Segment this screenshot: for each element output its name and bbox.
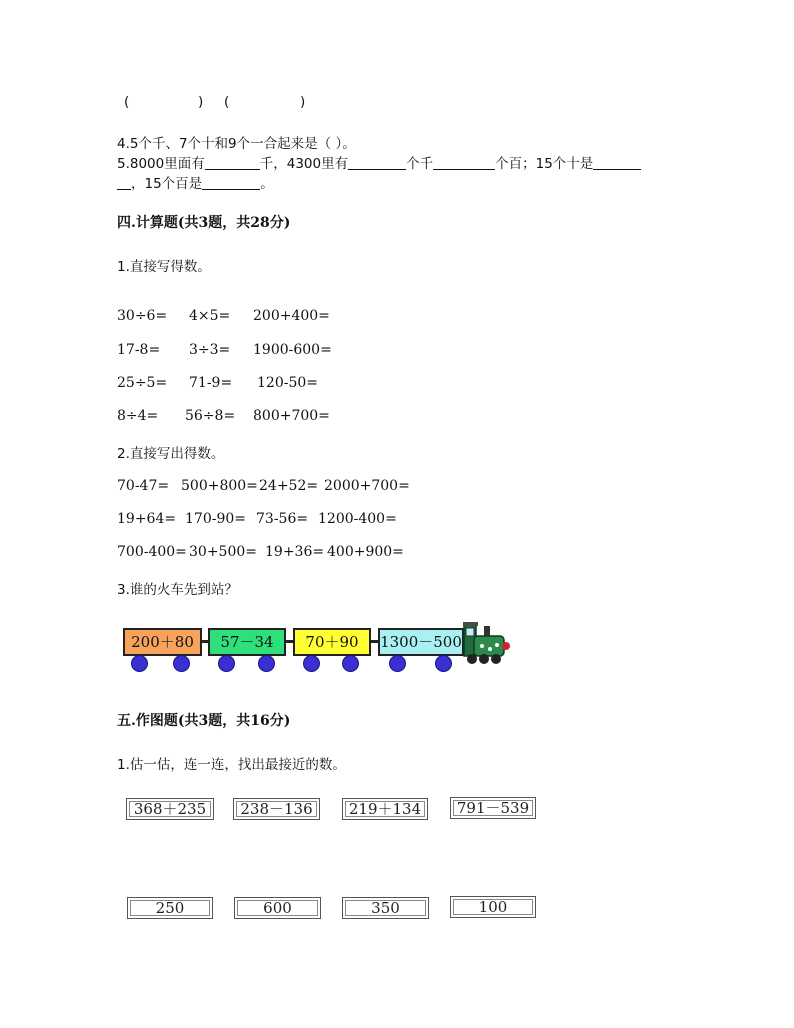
question-5-line-1 xyxy=(117,152,641,172)
answer-blank[interactable] xyxy=(117,175,131,190)
train-wheel xyxy=(303,655,320,672)
calc-item: 73-56= xyxy=(256,511,309,527)
number-box[interactable]: 100 xyxy=(450,896,536,918)
locomotive-icon xyxy=(462,618,510,666)
calc-item: 500+800= xyxy=(181,478,258,494)
train-wheel xyxy=(389,655,406,672)
answer-blank[interactable] xyxy=(593,155,641,170)
expression-box[interactable]: 791－539 xyxy=(450,797,536,819)
train-car-2: 57－34 xyxy=(208,628,286,656)
calc-item: 1200-400= xyxy=(318,511,397,527)
train-wheel xyxy=(131,655,148,672)
q5-text-6: 。 xyxy=(260,176,274,192)
calc-item: 700-400= xyxy=(117,544,187,560)
q5-text-1: 5.8000里面有 xyxy=(117,156,205,172)
s4-q1-title: 1.直接写得数。 xyxy=(117,259,211,275)
train-wheel xyxy=(258,655,275,672)
question-4: 4.5个千、7个十和9个一合起来是（ ）。 xyxy=(117,136,356,152)
section-5-heading: 五.作图题(共3题，共16分) xyxy=(117,713,291,729)
q5-text-3: 个千 xyxy=(406,156,434,172)
s5-q1-title: 1.估一估，连一连，找出最接近的数。 xyxy=(117,757,346,773)
train-car-3: 70＋90 xyxy=(293,628,371,656)
s4-q3-title: 3.谁的火车先到站？ xyxy=(117,582,238,598)
calc-item: 400+900= xyxy=(327,544,404,560)
number-box[interactable]: 250 xyxy=(127,897,213,919)
answer-paren-close-1: ) xyxy=(198,94,204,110)
answer-paren-open-2: ( xyxy=(224,94,230,110)
calc-item: 30÷6= xyxy=(117,308,168,324)
question-5-line-2 xyxy=(117,172,274,192)
calc-item: 170-90= xyxy=(185,511,246,527)
calc-item: 4×5= xyxy=(189,308,231,324)
answer-blank[interactable] xyxy=(205,155,260,170)
expression-box[interactable]: 219＋134 xyxy=(342,798,428,820)
calc-item: 3÷3= xyxy=(189,342,231,358)
calc-item: 120-50= xyxy=(257,375,318,391)
expression-box[interactable]: 368＋235 xyxy=(126,798,214,820)
q5-text-4: 个百；15个十是 xyxy=(495,156,594,172)
answer-blank[interactable] xyxy=(433,155,495,170)
calc-item: 30+500= xyxy=(189,544,257,560)
number-box[interactable]: 600 xyxy=(234,897,321,919)
calc-item: 56÷8= xyxy=(185,408,236,424)
calc-item: 71-9= xyxy=(189,375,233,391)
q5-text-2: 千，4300里有 xyxy=(259,156,349,172)
calc-item: 25÷5= xyxy=(117,375,168,391)
calc-item: 8÷4= xyxy=(117,408,159,424)
answer-blank[interactable] xyxy=(348,155,406,170)
calc-item: 2000+700= xyxy=(324,478,410,494)
calc-item: 800+700= xyxy=(253,408,330,424)
train-wheel xyxy=(342,655,359,672)
calc-item: 19+36= xyxy=(265,544,325,560)
number-box[interactable]: 350 xyxy=(342,897,429,919)
train-wheel xyxy=(435,655,452,672)
answer-blank[interactable] xyxy=(202,175,260,190)
calc-item: 17-8= xyxy=(117,342,161,358)
train-car-1: 200＋80 xyxy=(123,628,202,656)
calc-item: 1900-600= xyxy=(253,342,332,358)
answer-paren-close-2: ) xyxy=(300,94,306,110)
section-4-heading: 四.计算题(共3题，共28分) xyxy=(117,215,291,231)
calc-item: 200+400= xyxy=(253,308,330,324)
calc-item: 19+64= xyxy=(117,511,177,527)
q5-text-5: ，15个百是 xyxy=(131,176,203,192)
train-car-4: 1300－500 xyxy=(378,628,464,656)
calc-item: 24+52= xyxy=(259,478,319,494)
train-wheel xyxy=(218,655,235,672)
train-wheel xyxy=(173,655,190,672)
calc-item: 70-47= xyxy=(117,478,170,494)
answer-paren-open-1: ( xyxy=(124,94,130,110)
expression-box[interactable]: 238－136 xyxy=(233,798,320,820)
s4-q2-title: 2.直接写出得数。 xyxy=(117,446,225,462)
